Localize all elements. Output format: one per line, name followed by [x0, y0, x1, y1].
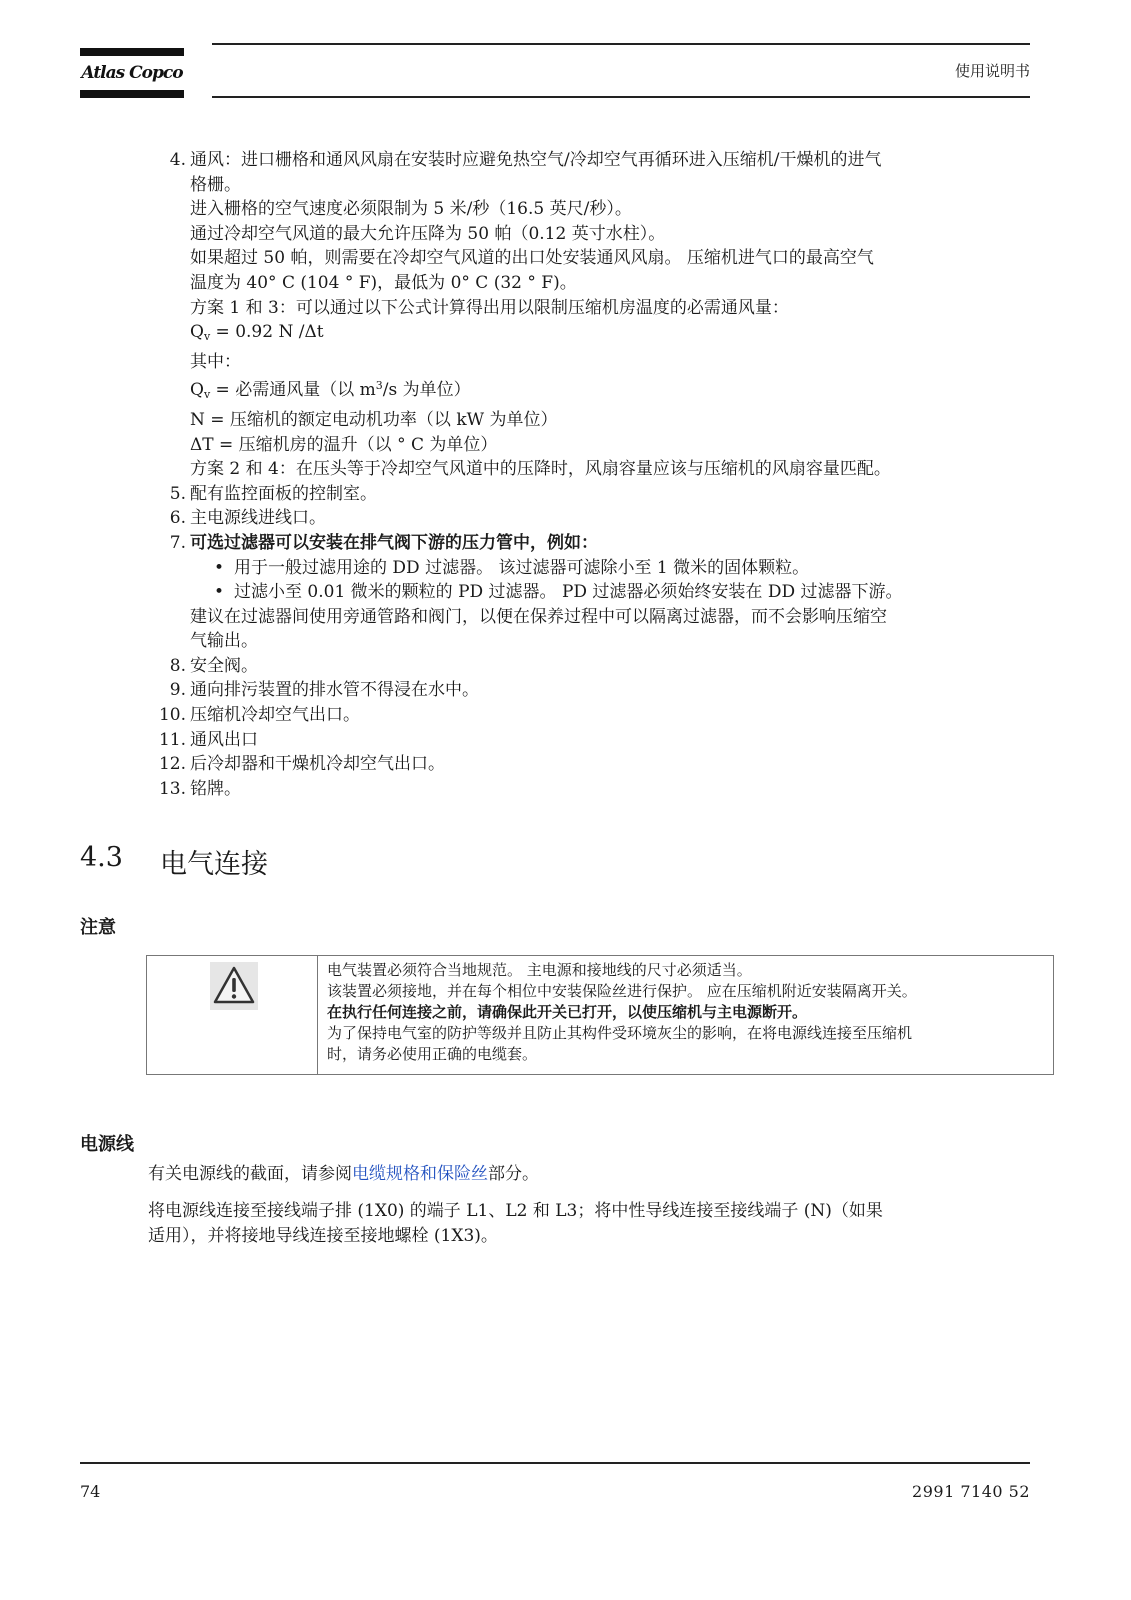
list-item-text: 安全阀。 [190, 655, 258, 676]
list-item-13 [148, 777, 1048, 802]
formula-subscript: v [203, 330, 211, 344]
list-item-text: 主电源线进线口。 [190, 508, 326, 529]
formula-rest: = 0.92 N /Δt [210, 322, 324, 343]
list-item-text: 铭牌。 [190, 778, 241, 799]
logo-bar-bottom [80, 90, 184, 98]
list-item-number: 13. [158, 778, 186, 799]
list-item-number: 9. [169, 680, 186, 701]
warning-line: 时，请务必使用正确的电缆套。 [327, 1045, 538, 1063]
para-text: 部分。 [488, 1164, 539, 1184]
definition-n: N = 压缩机的额定电动机功率（以 kW 为单位） [190, 409, 558, 430]
warning-line: 为了保持电气室的防护等级并且防止其构件受环境灰尘的影响，在将电源线连接至压缩机 [327, 1024, 913, 1042]
list-item-text: 配有监控面板的控制室。 [190, 483, 377, 504]
def-q-superscript: 3 [375, 379, 383, 393]
logo-text: Atlas Copco [81, 63, 183, 83]
list-line: 温度为 40° C (104 ° F)，最低为 0° C (32 ° F)。 [190, 272, 577, 293]
warning-message [327, 960, 1052, 1065]
definition-q [190, 374, 1048, 408]
warning-line-bold: 在执行任何连接之前，请确保此开关已打开，以使压缩机与主电源断开。 [327, 1003, 808, 1021]
list-item-text: 后冷却器和干燥机冷却空气出口。 [190, 754, 445, 775]
section-title: 电气连接 [160, 849, 268, 880]
para-line: 适用），并将接地导线连接至接地螺栓 (1X3)。 [148, 1226, 498, 1246]
def-q-end: /s 为单位） [382, 380, 471, 401]
def-q-subscript: v [203, 388, 211, 402]
list-item-6 [148, 506, 1048, 531]
def-q-mid: = 必需通风量（以 m [210, 380, 376, 401]
warning-line: 该装置必须接地，并在每个相位中安装保险丝进行保护。 应在压缩机附近安装隔离开关。 [327, 982, 917, 1000]
list-item-text: 通风出口 [190, 729, 258, 750]
list-item-number: 4. [169, 150, 186, 170]
power-cable-paragraph-2 [148, 1199, 1038, 1249]
warning-box [146, 955, 1054, 1075]
list-item-9 [148, 678, 1048, 703]
document-code: 2991 7140 52 [912, 1482, 1030, 1501]
numbered-list [148, 148, 1048, 801]
list-line: 气输出。 [190, 631, 258, 652]
para-text: 有关电源线的截面，请参阅 [148, 1164, 352, 1184]
list-line: 如果超过 50 帕，则需要在冷却空气风道的出口处安装通风风扇。 压缩机进气口的最高空气 [190, 248, 874, 269]
list-item-number: 6. [169, 508, 186, 529]
list-line: 格栅。 [190, 174, 241, 195]
para-line: 将电源线连接至接线端子排 (1X0) 的端子 L1、L2 和 L3；将中性导线连接至接线端子 (N)（如果 [148, 1201, 883, 1221]
warning-triangle-icon [210, 962, 258, 1010]
logo-bar-top [80, 48, 184, 56]
where-label: 其中： [190, 351, 241, 372]
formula-q: Q [190, 322, 204, 343]
bullet-item: • 用于一般过滤用途的 DD 过滤器。 该过滤器可滤除小至 1 微米的固体颗粒。 [190, 556, 1048, 581]
list-item-body [190, 148, 1048, 482]
list-line: 方案 2 和 4：在压头等于冷却空气风道中的压降时，风扇容量应该与压缩机的风扇容量匹配。 [190, 459, 891, 480]
def-q: Q [190, 380, 204, 401]
list-item-number: 12. [158, 754, 186, 775]
bullet-item: • 过滤小至 0.01 微米的颗粒的 PD 过滤器。 PD 过滤器必须始终安装在 DD 过滤器下游。 [190, 580, 1048, 605]
footer-rule [80, 1462, 1030, 1464]
list-item-number: 5. [169, 483, 186, 504]
power-cable-paragraph-1 [148, 1162, 539, 1186]
header-rule-bottom [212, 96, 1030, 98]
list-item-5 [148, 482, 1048, 507]
header-title: 使用说明书 [954, 62, 1030, 80]
list-item-number: 7. [169, 532, 186, 553]
list-item-body [190, 531, 1048, 654]
list-item-number: 10. [158, 705, 186, 726]
list-line: 通过冷却空气风道的最大允许压降为 50 帕（0.12 英寸水柱）。 [190, 223, 666, 244]
list-item-number: 8. [169, 655, 186, 676]
atlas-copco-logo [80, 48, 184, 98]
list-item-7 [148, 531, 1048, 654]
list-line: 进入栅格的空气速度必须限制为 5 米/秒（16.5 英尺/秒）。 [190, 199, 632, 220]
list-item-8 [148, 654, 1048, 679]
definition-dt: ΔT = 压缩机房的温升（以 ° C 为单位） [190, 434, 498, 455]
power-cable-heading: 电源线 [80, 1134, 134, 1155]
list-item-10 [148, 703, 1048, 728]
list-item-text: 压缩机冷却空气出口。 [190, 705, 360, 726]
page-number: 74 [80, 1482, 101, 1501]
list-line: 建议在过滤器间使用旁通管路和阀门，以便在保养过程中可以隔离过滤器，而不会影响压缩空 [190, 606, 887, 627]
list-item-text: 通向排污装置的排水管不得浸在水中。 [190, 680, 479, 701]
list-item-11 [148, 728, 1048, 753]
notice-label: 注意 [80, 917, 116, 938]
header-rule-top [212, 43, 1030, 45]
warning-line: 电气装置必须符合当地规范。 主电源和接地线的尺寸必须适当。 [327, 961, 752, 979]
list-item-4 [148, 148, 1048, 482]
list-item-text: 可选过滤器可以安装在排气阀下游的压力管中，例如： [190, 532, 598, 553]
list-item-12 [148, 752, 1048, 777]
list-line: 通风：进口栅格和通风风扇在安装时应避免热空气/冷却空气再循环进入压缩机/干燥机的进气 [190, 150, 882, 170]
warning-box-divider [317, 956, 318, 1074]
formula [190, 320, 1048, 350]
list-line: 方案 1 和 3：可以通过以下公式计算得出用以限制压缩机房温度的必需通风量： [190, 297, 789, 318]
cable-spec-link[interactable]: 电缆规格和保险丝 [352, 1164, 488, 1184]
section-number: 4.3 [80, 842, 123, 873]
list-item-number: 11. [158, 729, 186, 750]
